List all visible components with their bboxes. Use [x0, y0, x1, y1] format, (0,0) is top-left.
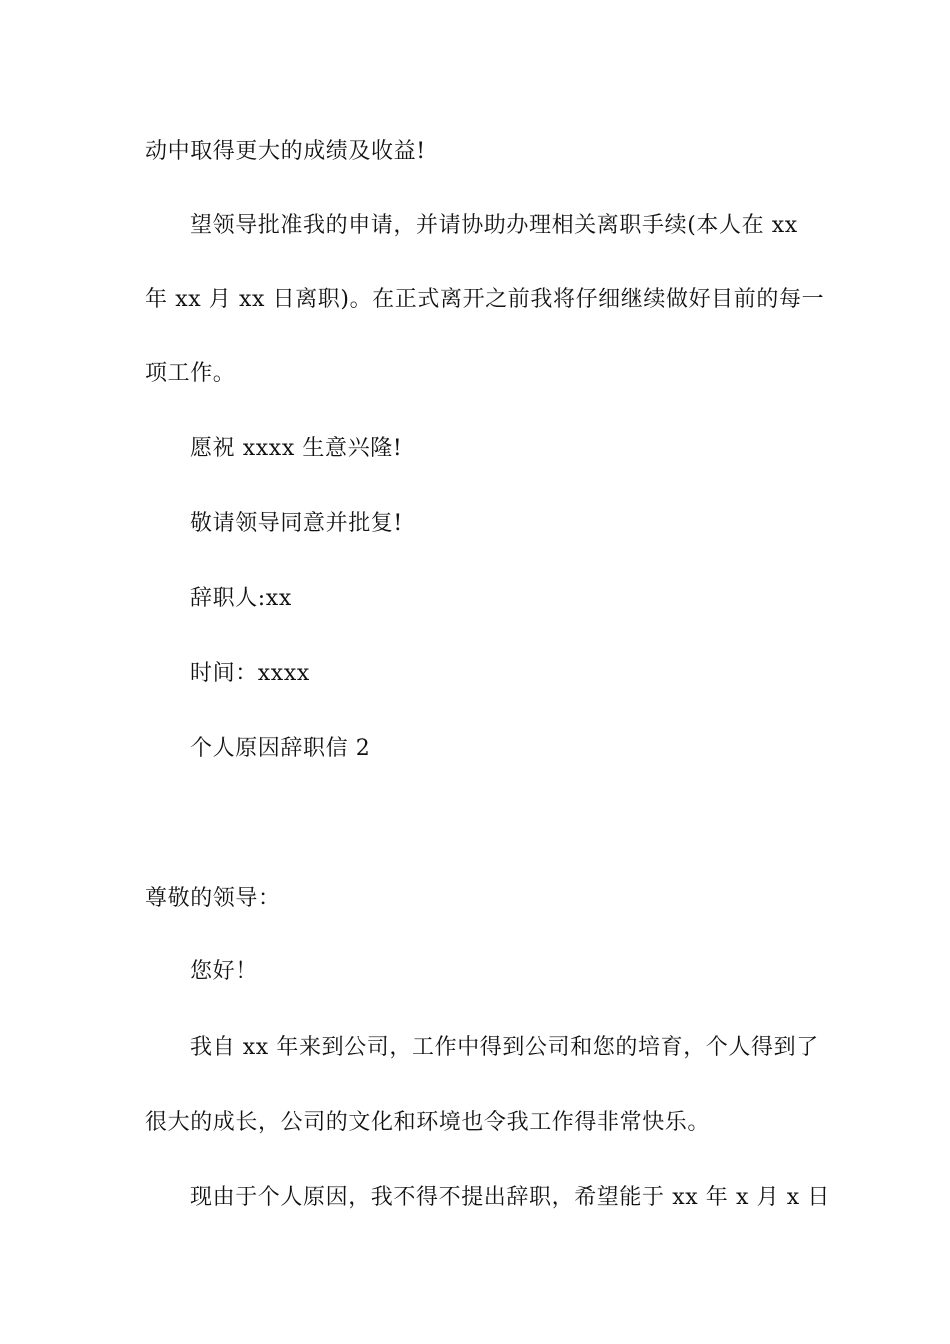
paragraph-line: 年 xx 月 xx 日离职)。在正式离开之前我将仔细继续做好目前的每一: [145, 287, 825, 312]
salutation: 尊敬的领导：: [145, 886, 281, 911]
paragraph-line: 项工作。: [145, 361, 236, 386]
paragraph-line: 望领导批准我的申请，并请协助办理相关离职手续(本人在 xx: [190, 213, 798, 238]
paragraph-line: 愿祝 xxxx 生意兴隆!: [190, 436, 403, 461]
signature-line: 辞职人:xx: [190, 586, 292, 611]
paragraph-line: 我自 xx 年来到公司，工作中得到公司和您的培育，个人得到了: [190, 1035, 819, 1060]
paragraph-line: 很大的成长，公司的文化和环境也令我工作得非常快乐。: [145, 1110, 711, 1135]
greeting: 您好！: [190, 959, 258, 984]
paragraph-line: 动中取得更大的成绩及收益!: [145, 139, 426, 164]
date-line: 时间：xxxx: [190, 661, 310, 686]
paragraph-line: 现由于个人原因，我不得不提出辞职，希望能于 xx 年 x 月 x 日: [190, 1185, 830, 1210]
paragraph-line: 敬请领导同意并批复!: [190, 511, 403, 536]
section-title: 个人原因辞职信 2: [190, 736, 371, 761]
